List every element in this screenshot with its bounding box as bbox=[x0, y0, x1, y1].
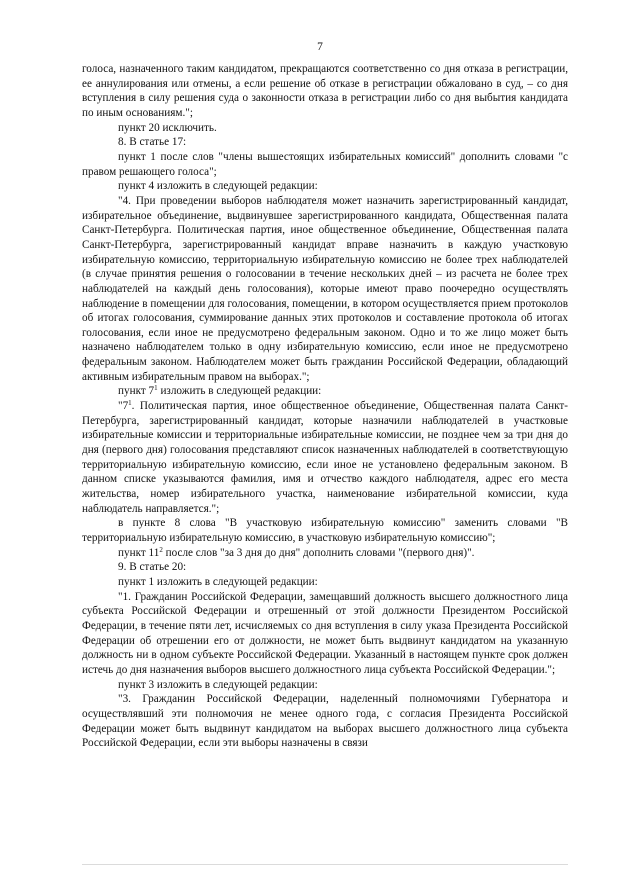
paragraph bbox=[82, 399, 568, 516]
paragraph: в пункте 8 слова "В участковую избирательную комиссию" заменить словами "В территориальную избирательную комиссию, в участковую избирательную комиссию"; bbox=[82, 517, 568, 544]
paragraph-text: пункт 7 bbox=[118, 385, 155, 398]
paragraph bbox=[82, 384, 568, 399]
paragraph: 8. В статье 17: bbox=[118, 136, 187, 149]
paragraph: пункт 4 изложить в следующей редакции: bbox=[118, 180, 318, 193]
page-number: 7 bbox=[317, 41, 323, 53]
paragraph: "1. Гражданин Российской Федерации, замещавший должность высшего должностного лица субъекта Российской Федерации и отрешенный от этой должности Президентом Российской Федерации, в течение пяти лет, исчисляемых со дня вступления в силу указа Президента Российской Федерации об отрешении его от должности, не может быть выдвинут кандидатом на указанную должность ни в одном субъекте Российской Федерации. Указанный в настоящем пункте срок должен истечь до дня назначения выборов высшего должностного лица субъекта Российской Федерации."; bbox=[82, 590, 568, 676]
document-body bbox=[82, 62, 568, 751]
paragraph-text: "7 bbox=[118, 400, 129, 413]
paragraph: голоса, назначенного таким кандидатом, прекращаются соответственно со дня отказа в регистрации, ее аннулирования или отмены, а если решение об отказе в регистрации обжаловано в суд, – со дня вступления в силу решения суда о законности отказа в регистрации либо со дня выбытия кандидата по иным основаниям."; bbox=[82, 63, 568, 119]
paragraph-text: пункт 11 bbox=[118, 546, 160, 559]
paragraph bbox=[82, 546, 568, 561]
paragraph: пункт 3 изложить в следующей редакции: bbox=[118, 678, 318, 691]
superscript: 2 bbox=[159, 545, 163, 554]
paragraph: пункт 1 после слов "члены вышестоящих избирательных комиссий" дополнить словами "с правом решающего голоса"; bbox=[82, 150, 568, 178]
paragraph: 9. В статье 20: bbox=[118, 561, 187, 574]
paragraph: пункт 20 исключить. bbox=[118, 121, 217, 134]
superscript: 1 bbox=[154, 384, 158, 393]
paragraph-text: после слов "за 3 дня до дня" дополнить словами "(первого дня)". bbox=[162, 546, 475, 559]
paragraph: "4. При проведении выборов наблюдателя может назначить зарегистрированный кандидат, избирательное объединение, выдвинувшее зарегистрированного кандидата, Общественная палата Санкт-Петербурга. Политическая партия, иное общественное объединение, Общественная палата Санкт-Петербурга, зарегистрированный кандидат вправе назначить в каждую участковую избирательную комиссию, территориальную избирательную комиссию не более трех наблюдателей (в случае принятия решения о голосовании в течение нескольких дней – из расчета не более трех наблюдателей на каждый день голосования), которые имеют право поочередно осуществлять наблюдение в помещении для голосования, помещении, в котором осуществляется прием протоколов об итогах голосования, суммирование данных этих протоколов и составление протокола об итогах голосования, если иное не предусмотрено федеральным законом. Одно и то же лицо может быть назначено наблюдателем только в одну избирательную комиссию, если иное не предусмотрено федеральным законом. Наблюдателем может быть гражданин Российской Федерации, обладающий активным избирательным правом на выборах."; bbox=[82, 194, 568, 383]
paragraph: "3. Гражданин Российской Федерации, наделенный полномочиями Губернатора и осуществлявший эти полномочия не менее одного года, с согласия Президента Российской Федерации может быть выдвинут кандидатом на выборах высшего должностного лица субъекта Российской Федерации, если эти выборы назначены в связи bbox=[82, 693, 568, 750]
paragraph: пункт 1 изложить в следующей редакции: bbox=[118, 575, 318, 588]
superscript: 1 bbox=[128, 399, 132, 408]
paragraph-text: изложить в следующей редакции: bbox=[157, 385, 322, 398]
paragraph-text: . Политическая партия, иное общественное объединение, Общественная палата Санкт-Петербурга, зарегистрированный кандидат, которые назначили наблюдателей в участковые избирательные комиссии и территориальные избирательные комиссии, не позднее чем за три дня до дня (первого дня) голосования представляют список назначенных наблюдателей в соответствующую территориальную избирательную комиссию, если иное не установлено федеральным законом. В данном списке указываются фамилия, имя и отчество каждого наблюдателя, адрес его места жительства, номер избирательного участка, наименование избирательной комиссии, куда наблюдатель направляется."; bbox=[82, 400, 568, 515]
page-bottom-edge bbox=[82, 864, 568, 865]
